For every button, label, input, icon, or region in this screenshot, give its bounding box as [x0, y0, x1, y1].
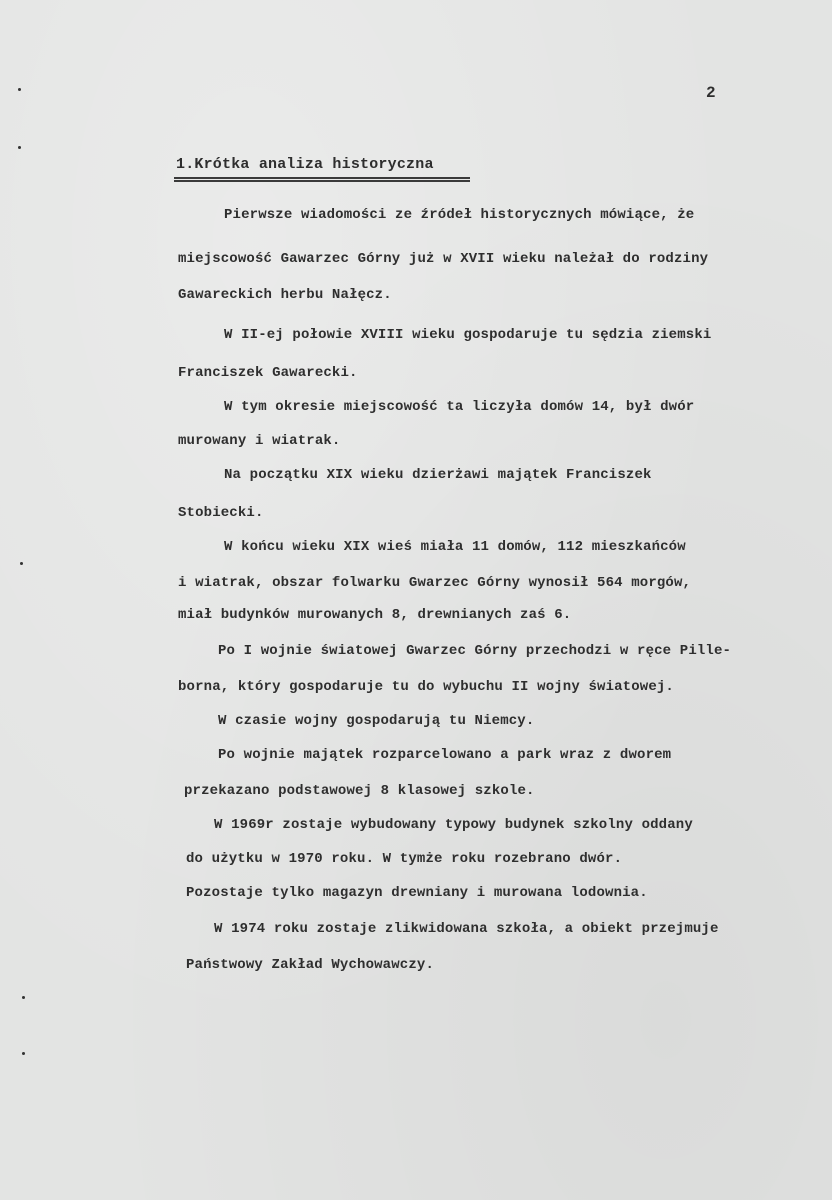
paragraph-line: borna, który gospodaruje tu do wybuchu II wojny światowej.	[178, 679, 674, 695]
paragraph-line: W tym okresie miejscowość ta liczyła domów 14, był dwór	[224, 399, 695, 415]
paragraph-line: miejscowość Gawarzec Górny już w XVII wieku należał do rodziny	[178, 251, 709, 267]
page-number: 2	[706, 84, 716, 102]
margin-mark	[18, 146, 21, 149]
section-heading: 1.Krótka analiza historyczna	[176, 156, 434, 173]
paragraph-line: Po wojnie majątek rozparcelowano a park wraz z dworem	[218, 747, 672, 763]
paragraph-line: Franciszek Gawarecki.	[178, 365, 358, 381]
paragraph-line: W końcu wieku XIX wieś miała 11 domów, 112 mieszkańców	[224, 539, 686, 555]
paragraph-line: przekazano podstawowej 8 klasowej szkole.	[184, 783, 535, 799]
paragraph-line: murowany i wiatrak.	[178, 433, 341, 449]
paragraph-line: W czasie wojny gospodarują tu Niemcy.	[218, 713, 535, 729]
margin-mark	[22, 1052, 25, 1055]
heading-underline	[174, 177, 470, 182]
paragraph-line: W II-ej połowie XVIII wieku gospodaruje tu sędzia ziemski	[224, 327, 712, 343]
paragraph-line: do użytku w 1970 roku. W tymże roku rozebrano dwór.	[186, 851, 623, 867]
paragraph-line: Państwowy Zakład Wychowawczy.	[186, 957, 434, 973]
paragraph-line: miał budynków murowanych 8, drewnianych zaś 6.	[178, 607, 572, 623]
paragraph-line: W 1974 roku zostaje zlikwidowana szkoła, a obiekt przejmuje	[214, 921, 719, 937]
paragraph-line: Na początku XIX wieku dzierżawi majątek Franciszek	[224, 467, 652, 483]
paragraph-line: Stobiecki.	[178, 505, 264, 521]
margin-mark	[20, 562, 23, 565]
margin-mark	[22, 996, 25, 999]
margin-mark	[18, 88, 21, 91]
paragraph-line: Pierwsze wiadomości ze źródeł historycznych mówiące, że	[224, 207, 695, 223]
paragraph-line: W 1969r zostaje wybudowany typowy budynek szkolny oddany	[214, 817, 693, 833]
paragraph-line: Gawareckich herbu Nałęcz.	[178, 287, 392, 303]
paragraph-line: i wiatrak, obszar folwarku Gwarzec Górny wynosił 564 morgów,	[178, 575, 692, 591]
paragraph-line: Pozostaje tylko magazyn drewniany i murowana lodownia.	[186, 885, 648, 901]
paragraph-line: Po I wojnie światowej Gwarzec Górny przechodzi w ręce Pille-	[218, 643, 732, 659]
